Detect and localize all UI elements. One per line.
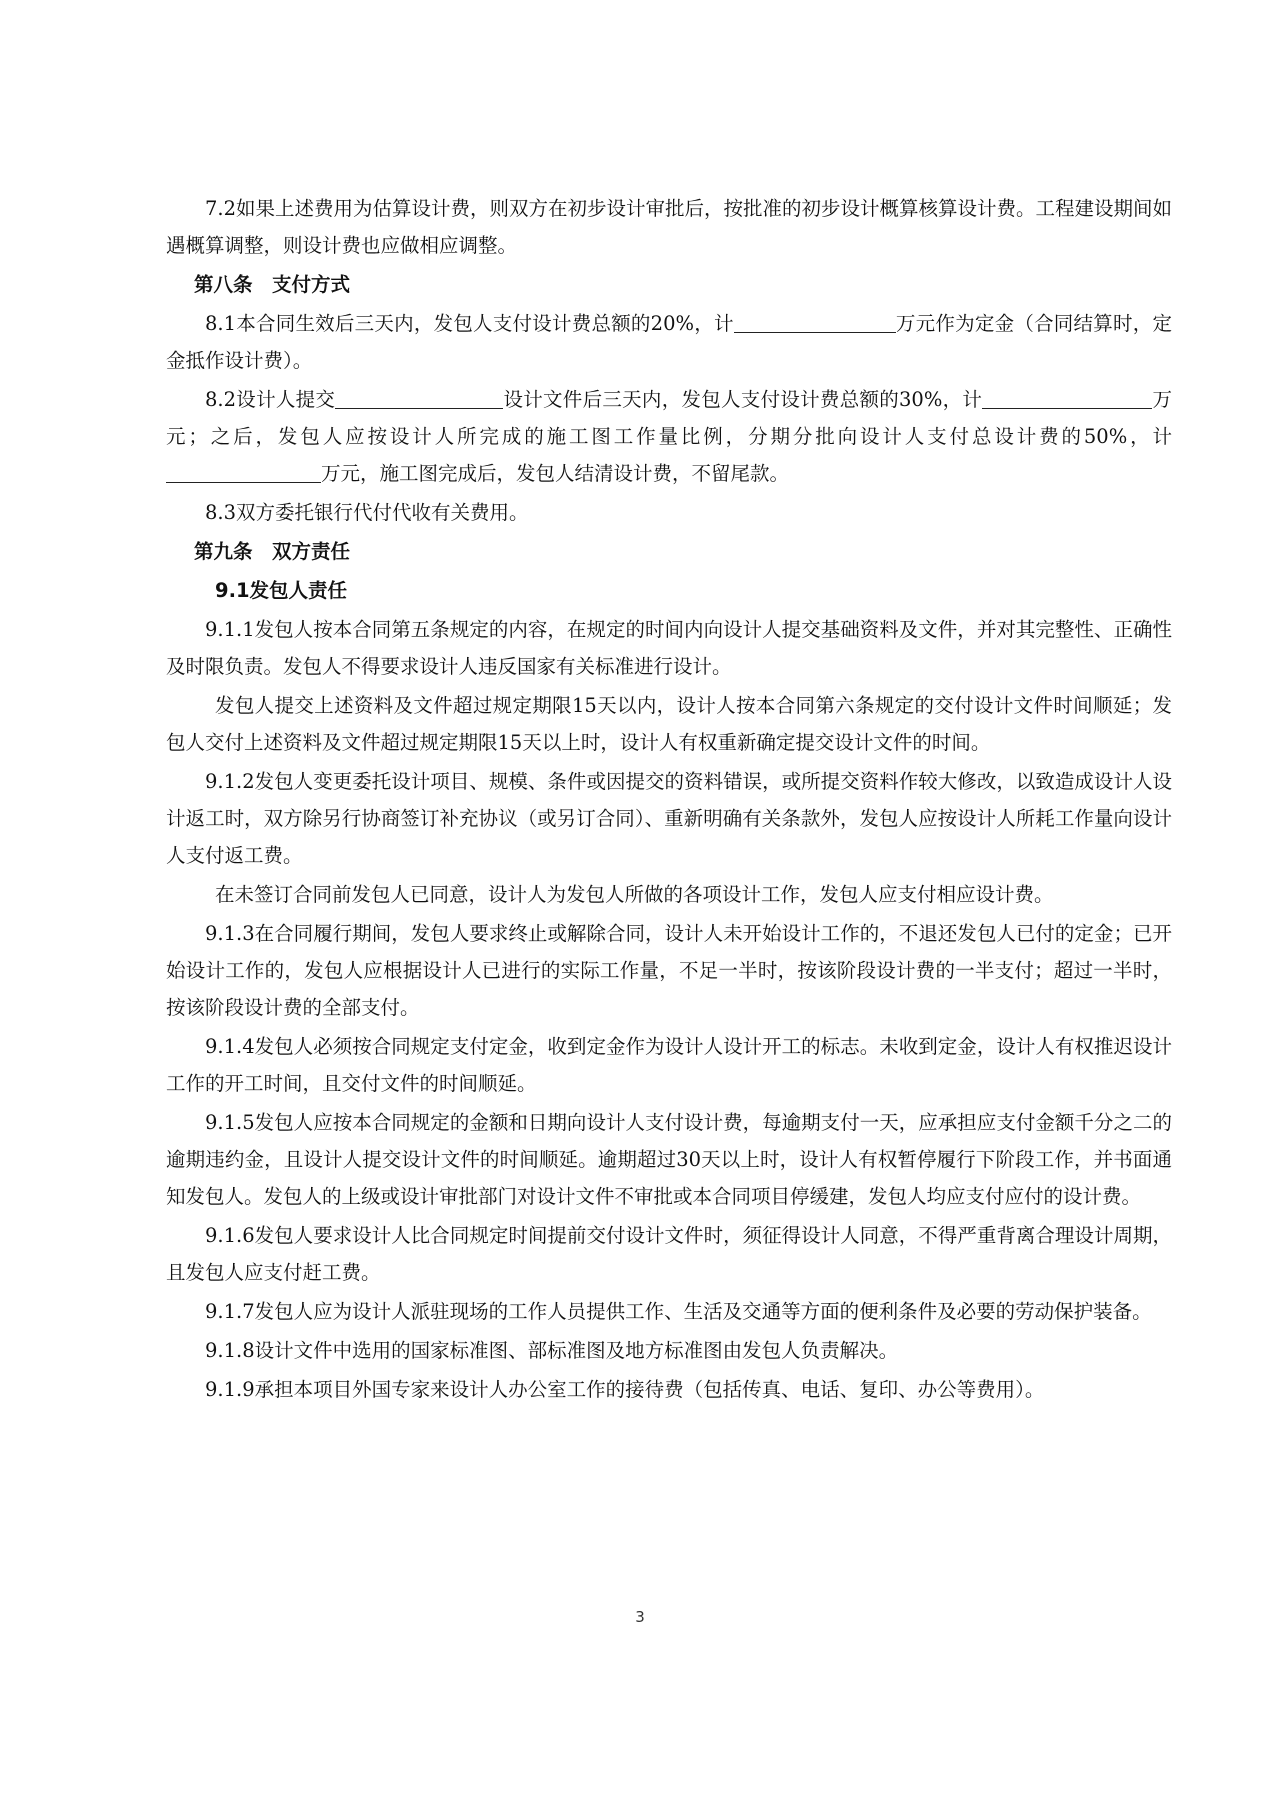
fill-in-blank: [982, 386, 1152, 409]
clause-8-3: 8.3双方委托银行代付代收有关费用。: [205, 501, 529, 524]
clause-9-1-2: 9.1.2发包人变更委托设计项目、规模、条件或因提交的资料错误，或所提交资料作较大修改，以致造成设计人设计返工时，双方除另行协商签订补充协议（或另订合同）、重新明确有关条款外，发包人应按设计人所耗工作量向设计人支付返工费。: [166, 770, 1172, 867]
clause-8-2-text-b: 设计文件后三天内，发包人支付设计费总额的30%，计: [503, 388, 983, 411]
clause-8-2: [166, 381, 1172, 492]
article-8-heading: 第八条 支付方式: [194, 273, 351, 296]
clause-7-2: 7.2如果上述费用为估算设计费，则双方在初步设计审批后，按批准的初步设计概算核算设计费。工程建设期间如遇概算调整，则设计费也应做相应调整。: [166, 197, 1173, 257]
clause-9-1-9: 9.1.9承担本项目外国专家来设计人办公室工作的接待费（包括传真、电话、复印、办公等费用）。: [205, 1378, 1045, 1401]
clause-9-1-7: 9.1.7发包人应为设计人派驻现场的工作人员提供工作、生活及交通等方面的便利条件及必要的劳动保护装备。: [205, 1300, 1152, 1323]
article-9-heading: 第九条 双方责任: [194, 540, 351, 563]
clause-9-1-2-supplement: 在未签订合同前发包人已同意，设计人为发包人所做的各项设计工作，发包人应支付相应设计费。: [215, 883, 1054, 906]
fill-in-blank: [335, 386, 503, 409]
clause-8-2-text-d: 万元，施工图完成后，发包人结清设计费，不留尾款。: [321, 462, 790, 485]
clause-9-1-6: 9.1.6发包人要求设计人比合同规定时间提前交付设计文件时，须征得设计人同意，不得严重背离合理设计周期，且发包人应支付赶工费。: [166, 1224, 1172, 1284]
clause-8-2-text-c: 万元；之后，发包人应按设计人所完成的施工图工作量比例，分期分批向设计人支付总设计费的50%，计: [166, 388, 1172, 448]
clause-9-1-5: 9.1.5发包人应按本合同规定的金额和日期向设计人支付设计费，每逾期支付一天，应承担应支付金额千分之二的逾期违约金，且设计人提交设计文件的时间顺延。逾期超过30天以上时，设计人有权暂停履行下阶段工作，并书面通知发包人。发包人的上级或设计审批部门对设计文件不审批或本合同项目停缓建，发包人均应支付应付的设计费。: [166, 1111, 1172, 1208]
clause-8-2-text-a: 8.2设计人提交: [205, 388, 336, 411]
clause-8-1: [166, 305, 1172, 379]
document-body: [166, 190, 1172, 1410]
clause-9-1-8: 9.1.8设计文件中选用的国家标准图、部标准图及地方标准图由发包人负责解决。: [205, 1339, 899, 1362]
clause-9-1-1-supplement: 发包人提交上述资料及文件超过规定期限15天以内，设计人按本合同第六条规定的交付设计文件时间顺延；发包人交付上述资料及文件超过规定期限15天以上时，设计人有权重新确定提交设计文件的时间。: [166, 694, 1172, 754]
clause-9-1-1: 9.1.1发包人按本合同第五条规定的内容，在规定的时间内向设计人提交基础资料及文件，并对其完整性、正确性及时限负责。发包人不得要求设计人违反国家有关标准进行设计。: [166, 618, 1172, 678]
clause-8-1-text-a: 8.1本合同生效后三天内，发包人支付设计费总额的20%，计: [205, 312, 734, 335]
fill-in-blank: [166, 460, 321, 483]
section-9-1-heading: 9.1发包人责任: [215, 579, 348, 602]
clause-9-1-4: 9.1.4发包人必须按合同规定支付定金，收到定金作为设计人设计开工的标志。未收到定金，设计人有权推迟设计工作的开工时间，且交付文件的时间顺延。: [166, 1035, 1172, 1095]
page-number: 3: [635, 1608, 645, 1626]
clause-9-1-3: 9.1.3在合同履行期间，发包人要求终止或解除合同，设计人未开始设计工作的，不退还发包人已付的定金；已开始设计工作的，发包人应根据设计人已进行的实际工作量，不足一半时，按该阶段设计费的一半支付；超过一半时，按该阶段设计费的全部支付。: [166, 922, 1172, 1019]
clause-8-1-text-b: 万元作为定金（合同结算时，定金抵作设计费）。: [166, 312, 1172, 372]
fill-in-blank: [734, 310, 896, 333]
